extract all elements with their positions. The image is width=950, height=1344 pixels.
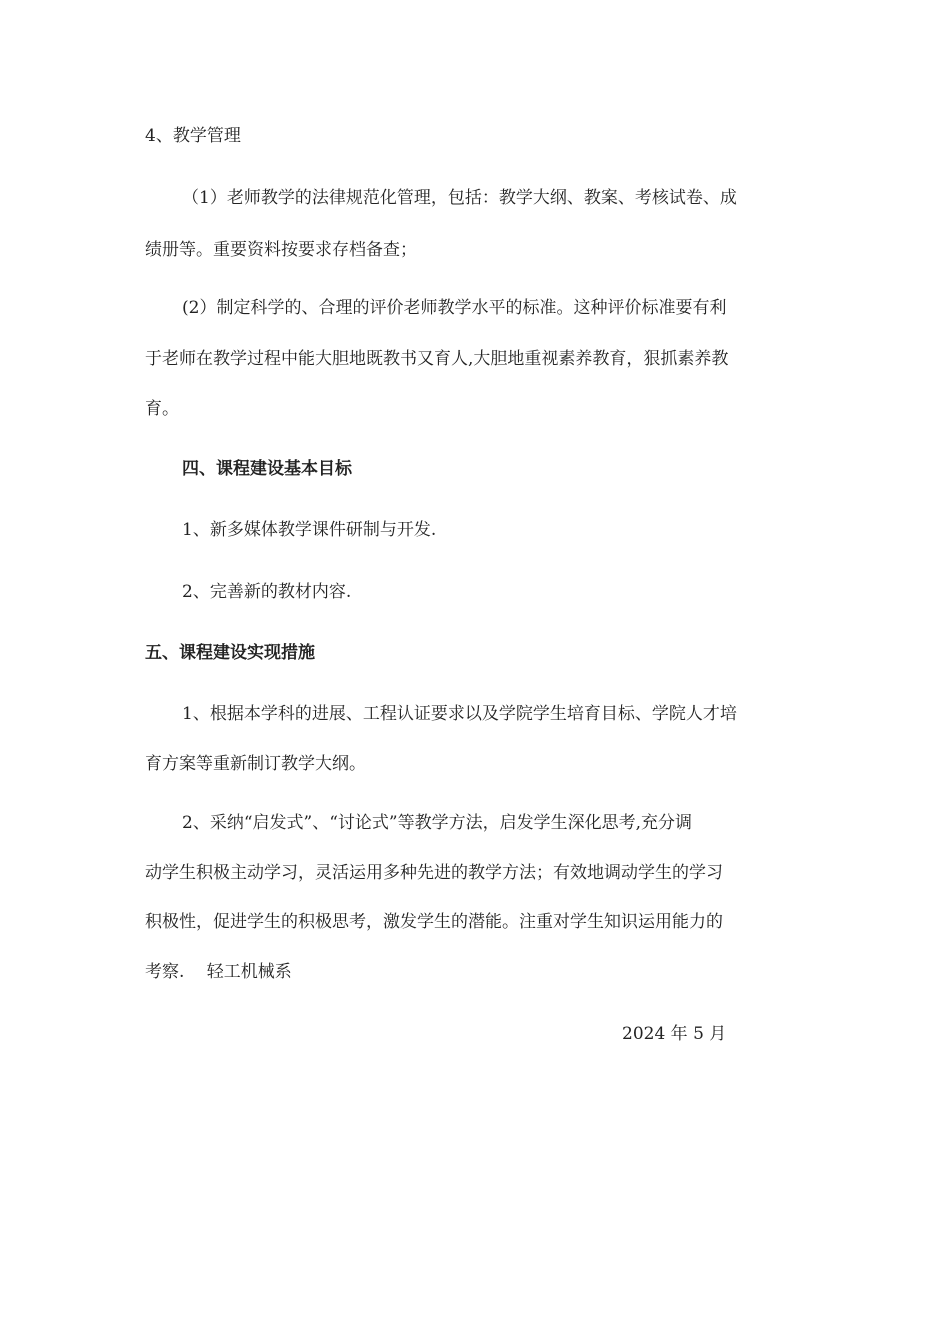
goal-2: 2、完善新的教材内容. [182, 582, 352, 602]
item-2-line-3: 育。 [145, 399, 179, 419]
measure-1-line-1: 1、根据本学科的进展、工程认证要求以及学院学生培育目标、学院人才培 [182, 704, 737, 724]
heading-five: 五、课程建设实现措施 [145, 643, 315, 663]
item-2-line-1: (2）制定科学的、合理的评价老师教学水平的标准。这种评价标准要有利 [182, 298, 727, 318]
document-date: 2024 年 5 月 [622, 1024, 727, 1044]
heading-four: 四、课程建设基本目标 [182, 459, 352, 479]
measure-2-line-2: 动学生积极主动学习，灵活运用多种先进的教学方法；有效地调动学生的学习 [145, 863, 723, 883]
measure-2-line-4: 考察. 轻工机械系 [145, 962, 292, 982]
measure-2-line-1: 2、采纳“启发式”、“讨论式”等教学方法，启发学生深化思考,充分调 [182, 813, 692, 833]
goal-1: 1、新多媒体教学课件研制与开发. [182, 520, 437, 540]
measure-2-line-3: 积极性，促进学生的积极思考，激发学生的潜能。注重对学生知识运用能力的 [145, 912, 723, 932]
item-2-line-2: 于老师在教学过程中能大胆地既教书又育人,大胆地重视素养教育，狠抓素养教 [145, 349, 729, 369]
measure-1-line-2: 育方案等重新制订教学大纲。 [145, 754, 366, 774]
item-1-line-1: （1）老师教学的法律规范化管理，包括：教学大纲、教案、考核试卷、成 [182, 188, 737, 208]
item-1-line-2: 绩册等。重要资料按要求存档备查； [145, 240, 417, 260]
section-4-title: 4、教学管理 [145, 126, 241, 146]
